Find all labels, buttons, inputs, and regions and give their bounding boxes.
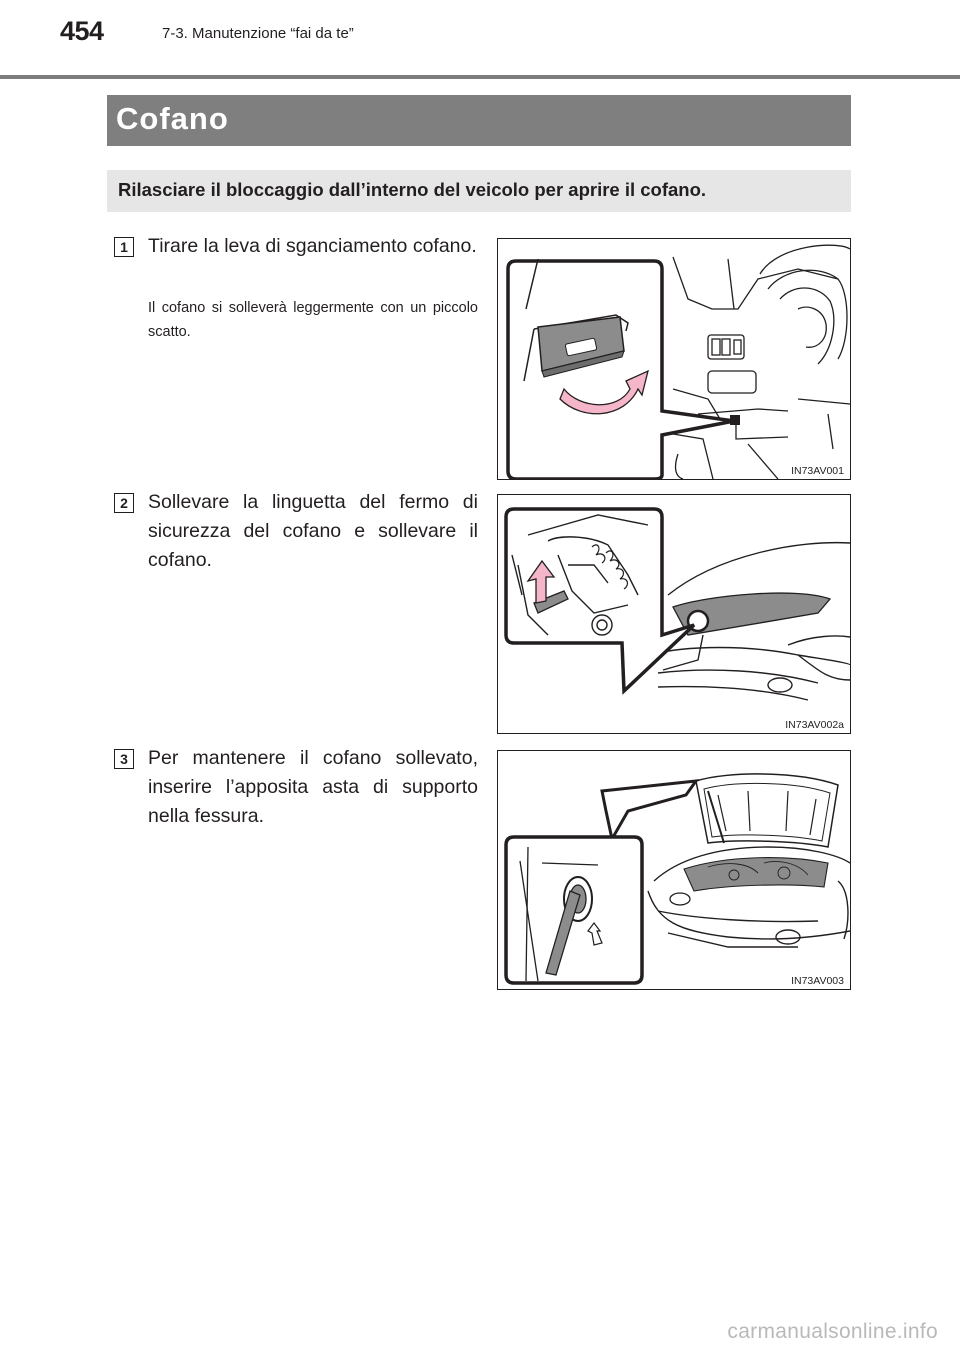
figure-hood-release-lever — [497, 238, 851, 480]
safety-catch-illustration — [498, 495, 850, 733]
figure-hood-safety-catch — [497, 494, 851, 734]
section-title: 7-3. Manutenzione “fai da te” — [162, 25, 354, 42]
support-rod-illustration — [498, 751, 850, 989]
watermark: carmanualsonline.info — [727, 1320, 938, 1343]
intro-text: Rilasciare il bloccaggio dall’interno del veicolo per aprire il cofano. — [118, 179, 707, 200]
figure-2-code: IN73AV002a — [785, 719, 844, 731]
step-3-number: 3 — [114, 749, 134, 769]
step-2-number: 2 — [114, 493, 134, 513]
figure-1-code: IN73AV001 — [791, 465, 844, 477]
figure-3-code: IN73AV003 — [791, 975, 844, 987]
header-rule — [0, 75, 960, 79]
page-number: 454 — [60, 16, 104, 46]
topic-title: Cofano — [116, 101, 229, 136]
step-1-number: 1 — [114, 237, 134, 257]
step-1-text: Tirare la leva di sganciamento cofano. — [148, 235, 477, 257]
intro-box — [107, 170, 851, 212]
hood-release-illustration — [498, 239, 850, 479]
figure-hood-support-rod — [497, 750, 851, 990]
topic-title-bar — [107, 95, 851, 146]
step-2-text: Sollevare la linguetta del fermo di sicurezza del cofano e sollevare il cofano. — [148, 491, 478, 571]
step-3-text: Per mantenere il cofano sollevato, inserire l’apposita asta di supporto nella fessura. — [148, 747, 478, 827]
step-1-note: Il cofano si solleverà leggermente con un piccolo scatto. — [148, 300, 478, 340]
